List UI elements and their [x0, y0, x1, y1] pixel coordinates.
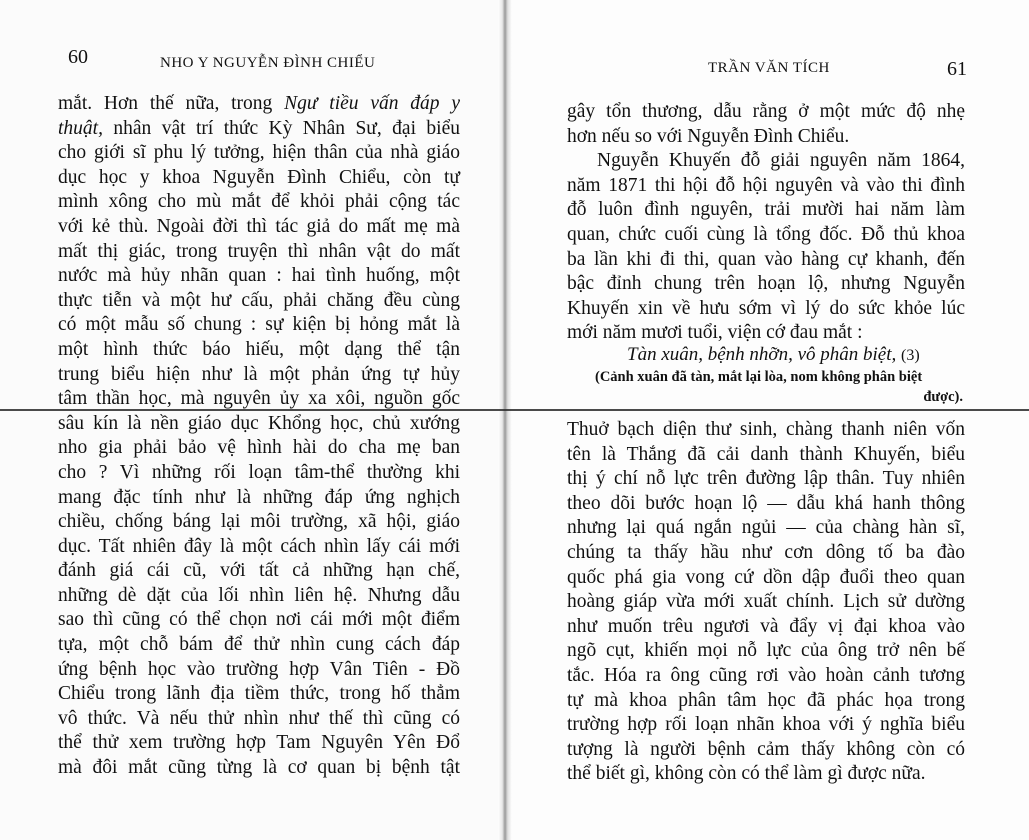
text-line: chúng ta thấy hầu như cơn dông tố ba đào — [567, 541, 965, 563]
left-page — [0, 0, 505, 840]
text-line — [58, 117, 460, 142]
right-page — [505, 0, 1029, 840]
text-line: mới năm mươi tuổi, viện cớ đau mắt : — [567, 322, 863, 344]
right-body-text-bottom — [567, 418, 965, 787]
scan-fold-line — [0, 409, 1029, 411]
right-running-head: TRẦN VĂN TÍCH — [708, 60, 830, 76]
text-segment: sâu kín là nền giáo dục Khổng học, chủ xướng — [58, 412, 460, 434]
text-line — [58, 264, 460, 289]
text-line: tắc. Hóa ra ông cũng rơi vào hoàn cảnh tương — [567, 664, 965, 686]
text-line: ba lần khi đi thi, quan vào hàng cự khanh, đến — [567, 248, 965, 270]
text-line — [58, 92, 460, 117]
text-segment: nước mà hủy nhãn quan : hai tình huống, một — [58, 265, 460, 287]
poem-gloss: được). — [923, 389, 963, 405]
text-segment: mang đặc tính như là những đáp ứng nghịch — [58, 486, 460, 508]
italic-title: thuật, — [58, 117, 103, 139]
text-segment: vô thức. Và nếu thử nhìn như thế thì cũng có — [58, 707, 460, 729]
text-segment: đánh giá cái cũ, với tất cả những hạn chế, — [58, 560, 460, 582]
text-line — [58, 190, 460, 215]
italic-title: Ngư tiều vấn đáp y — [284, 93, 461, 114]
text-line: Nguyễn Khuyến đỗ giải nguyên năm 1864, — [597, 150, 965, 172]
text-line: nhưng lại quá ngắn ngủi — của chàng hàn sĩ, — [567, 517, 965, 539]
right-page-number: 61 — [947, 58, 967, 80]
text-line: năm 1871 thi hội đỗ hội nguyên và vào thi đình — [567, 174, 965, 196]
text-line: Khuyến xin về hưu sớm vì lý do sức khỏe lúc — [567, 297, 965, 319]
text-line — [58, 166, 460, 191]
text-segment: nho gia phải bảo vệ hình hài do cha mẹ ban — [58, 437, 460, 459]
text-segment: có một mẫu số chung : sự kiện bị hỏng mắt là — [58, 314, 460, 336]
text-segment: mắt. Hơn thế nữa, trong — [58, 93, 285, 114]
text-line — [58, 510, 460, 535]
text-line: ngõ cụt, khiến mọi nỗ lực của ông trở nên bế — [567, 640, 965, 662]
text-segment: ứng bệnh học vào trường hợp Vân Tiên - Đồ — [58, 658, 460, 680]
text-line: gây tổn thương, dẫu rằng ở một mức độ nhẹ — [567, 101, 965, 122]
text-line — [58, 707, 460, 732]
text-line — [58, 215, 460, 240]
text-line — [58, 412, 460, 437]
text-segment: mình xông cho mù mắt để khỏi phải cộng tác — [58, 191, 460, 213]
text-segment: sao thì cũng có thể chọn nơi cái mới một điểm — [58, 609, 460, 631]
text-line: tên là Thắng đã cải danh thành Khuyến, biểu — [567, 443, 965, 465]
text-line: như muốn trêu ngươi và đẩy vị đại khoa vào — [567, 615, 965, 637]
text-line: Thuở bạch diện thư sinh, chàng thanh niên vốn — [567, 419, 965, 440]
text-segment: tâm thần học, mà nguyên ủy xa xôi, nguồn gốc — [58, 388, 460, 410]
text-segment: cho giới sĩ phu lý tưởng, hiện thân của nhà giáo — [58, 142, 460, 164]
text-line — [58, 682, 460, 707]
text-segment: những dè dặt của lối nhìn liên hệ. Nhưng dẫu — [58, 584, 460, 606]
text-line: trường hợp rối loạn nhãn khoa với ý nghĩa biểu — [567, 714, 965, 736]
text-line — [58, 633, 460, 658]
text-segment: mà đôi mắt cũng từng là cơ quan bị bệnh tật — [58, 757, 460, 779]
poem-quote — [563, 344, 963, 407]
text-line: đỗ luôn đình nguyên, trải mười hai năm làm — [567, 199, 965, 221]
text-line: tượng là người bệnh cảm thấy không còn có — [567, 738, 965, 760]
text-line — [58, 608, 460, 633]
text-line: hơn nếu so với Nguyễn Đình Chiểu. — [567, 125, 850, 147]
right-body-text-top — [567, 100, 965, 346]
text-line: thị ý chí nỗ lực trên đường lập thân. Tuy nhiên — [567, 468, 965, 490]
text-line — [58, 289, 460, 314]
text-line — [58, 584, 460, 609]
text-line: tự mà khoa phân tâm học đã phác họa trong — [567, 689, 965, 711]
text-segment: với kẻ thù. Ngoài đời thì tác giả do mất mẹ mà — [58, 215, 460, 237]
left-body-text — [58, 92, 460, 781]
text-line — [58, 240, 460, 265]
text-line — [58, 313, 460, 338]
poem-gloss: (Cảnh xuân đã tàn, mắt lại lòa, nom không phân biệt — [595, 369, 923, 385]
text-segment: nhân vật trí thức Kỳ Nhân Sư, đại biểu — [102, 117, 460, 139]
text-line — [58, 658, 460, 683]
text-line — [58, 141, 460, 166]
text-line — [58, 461, 460, 486]
text-segment: trung biểu hiện như là một phản ứng tự hủy — [58, 363, 460, 385]
text-line: quan, chức cuối cùng là tổng đốc. Đỗ thủ khoa — [567, 223, 965, 245]
text-line — [58, 731, 460, 756]
text-segment: thể thử xem trường hợp Tam Nguyên Yên Đổ — [58, 732, 460, 754]
text-segment: tựa, một chỗ bám để thử nhìn cung cách đáp — [58, 634, 460, 656]
text-line — [58, 559, 460, 584]
text-line: thể biết gì, không còn có thể làm gì được nữa. — [567, 763, 926, 785]
text-line — [58, 363, 460, 388]
book-gutter — [498, 0, 512, 840]
text-segment: mất thị giác, trong truyện thì nhân vật do mất — [58, 240, 460, 262]
text-segment: dục học y khoa Nguyễn Đình Chiểu, còn tự — [58, 166, 460, 188]
text-segment: cho ? Vì những rối loạn tâm-thể thường khi — [58, 461, 460, 483]
text-segment: chiều, chống báng lại môi trường, xã hội, giáo — [58, 511, 460, 533]
text-segment: dục. Tất nhiên đây là một cách nhìn lấy cái mới — [58, 535, 460, 557]
text-line: quốc phá gia vong cứ dồn dập đuổi theo quan — [567, 566, 965, 588]
text-line — [58, 756, 460, 781]
left-page-number: 60 — [68, 46, 88, 68]
text-line: hoàng giáp vừa mới xuất chính. Lịch sử dường — [567, 591, 965, 613]
text-line: theo dõi bước hoạn lộ — dẫu khá hanh thông — [567, 492, 965, 514]
text-segment: Chiểu trong lãnh địa tiềm thức, trong hố thẳm — [58, 683, 460, 705]
text-line — [58, 338, 460, 363]
text-line — [58, 486, 460, 511]
text-line — [58, 535, 460, 560]
footnote-ref: (3) — [901, 347, 920, 364]
left-running-head: NHO Y NGUYỄN ĐÌNH CHIỂU — [160, 55, 376, 71]
poem-verse: Tàn xuân, bệnh nhỡn, vô phân biệt, (3) — [627, 344, 920, 365]
text-line — [58, 436, 460, 461]
text-line: bậc đỉnh chung trên hoạn lộ, nhưng Nguyễn — [567, 273, 965, 295]
text-segment: một hình thức báo hiếu, một dạng thể tận — [58, 338, 460, 360]
text-segment: thực tiễn và một hư cấu, phải chăng đều cùng — [58, 289, 460, 311]
